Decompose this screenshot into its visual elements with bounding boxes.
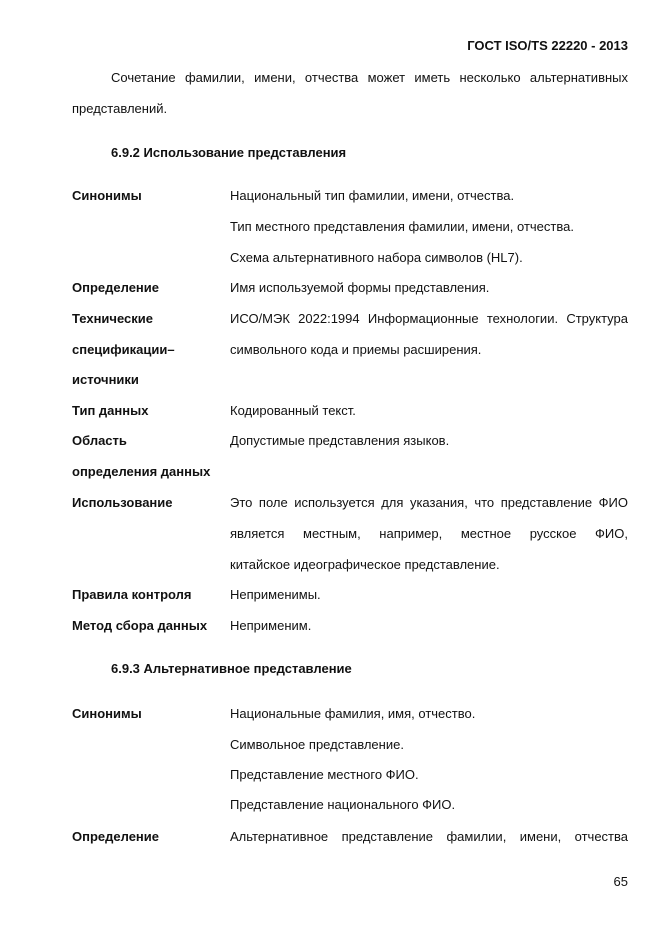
usage-value-line-3: китайское идеографическое представление. xyxy=(230,557,500,572)
domain-value: Допустимые представления языков. xyxy=(230,433,450,448)
domain-label-line-2: определения данных xyxy=(72,464,211,479)
usage-value-line-1: Это поле используется для указания, что представление ФИО xyxy=(230,495,628,510)
tech-spec-value-line-2: символьного кода и приемы расширения. xyxy=(230,342,482,357)
page-number: 65 xyxy=(613,874,628,889)
synonym-item: Национальный тип фамилии, имени, отчества. xyxy=(230,188,515,203)
collection-method-value: Неприменим. xyxy=(230,618,312,633)
synonym-item: Тип местного представления фамилии, имени, отчества. xyxy=(230,219,574,234)
intro-paragraph-line-2: представлений. xyxy=(72,101,168,116)
validation-value: Неприменимы. xyxy=(230,587,321,602)
section-title-6-9-2: 6.9.2 Использование представления xyxy=(111,145,347,160)
collection-method-label: Метод сбора данных xyxy=(72,618,208,633)
tech-spec-label-line-3: источники xyxy=(72,372,139,387)
synonym-item: Национальные фамилия, имя, отчество. xyxy=(230,706,476,721)
synonym-item: Символьное представление. xyxy=(230,737,404,752)
document-header: ГОСТ ISO/TS 22220 - 2013 xyxy=(467,38,628,53)
definition-value-line-1: Альтернативное представление фамилии, имени, отчества xyxy=(230,829,628,844)
intro-paragraph-line-1: Сочетание фамилии, имени, отчества может иметь несколько альтернативных xyxy=(111,70,628,85)
definition-label: Определение xyxy=(72,829,160,844)
definition-value: Имя используемой формы представления. xyxy=(230,280,490,295)
tech-spec-value-line-1: ИСО/МЭК 2022:1994 Информационные технологии. Структура xyxy=(230,311,628,326)
synonym-item: Схема альтернативного набора символов (HL7). xyxy=(230,250,523,265)
validation-label: Правила контроля xyxy=(72,587,192,602)
data-type-label: Тип данных xyxy=(72,403,149,418)
synonym-item: Представление местного ФИО. xyxy=(230,767,419,782)
tech-spec-label-line-1: Технические xyxy=(72,311,153,326)
section-title-6-9-3: 6.9.3 Альтернативное представление xyxy=(111,661,352,676)
data-type-value: Кодированный текст. xyxy=(230,403,356,418)
domain-label-line-1: Область xyxy=(72,433,127,448)
definition-label: Определение xyxy=(72,280,160,295)
synonym-item: Представление национального ФИО. xyxy=(230,797,456,812)
synonyms-label: Синонимы xyxy=(72,706,142,721)
usage-value-line-2: является местным, например, местное русское ФИО, xyxy=(230,526,628,541)
usage-label: Использование xyxy=(72,495,173,510)
synonyms-label: Синонимы xyxy=(72,188,142,203)
tech-spec-label-line-2: спецификации– xyxy=(72,342,175,357)
